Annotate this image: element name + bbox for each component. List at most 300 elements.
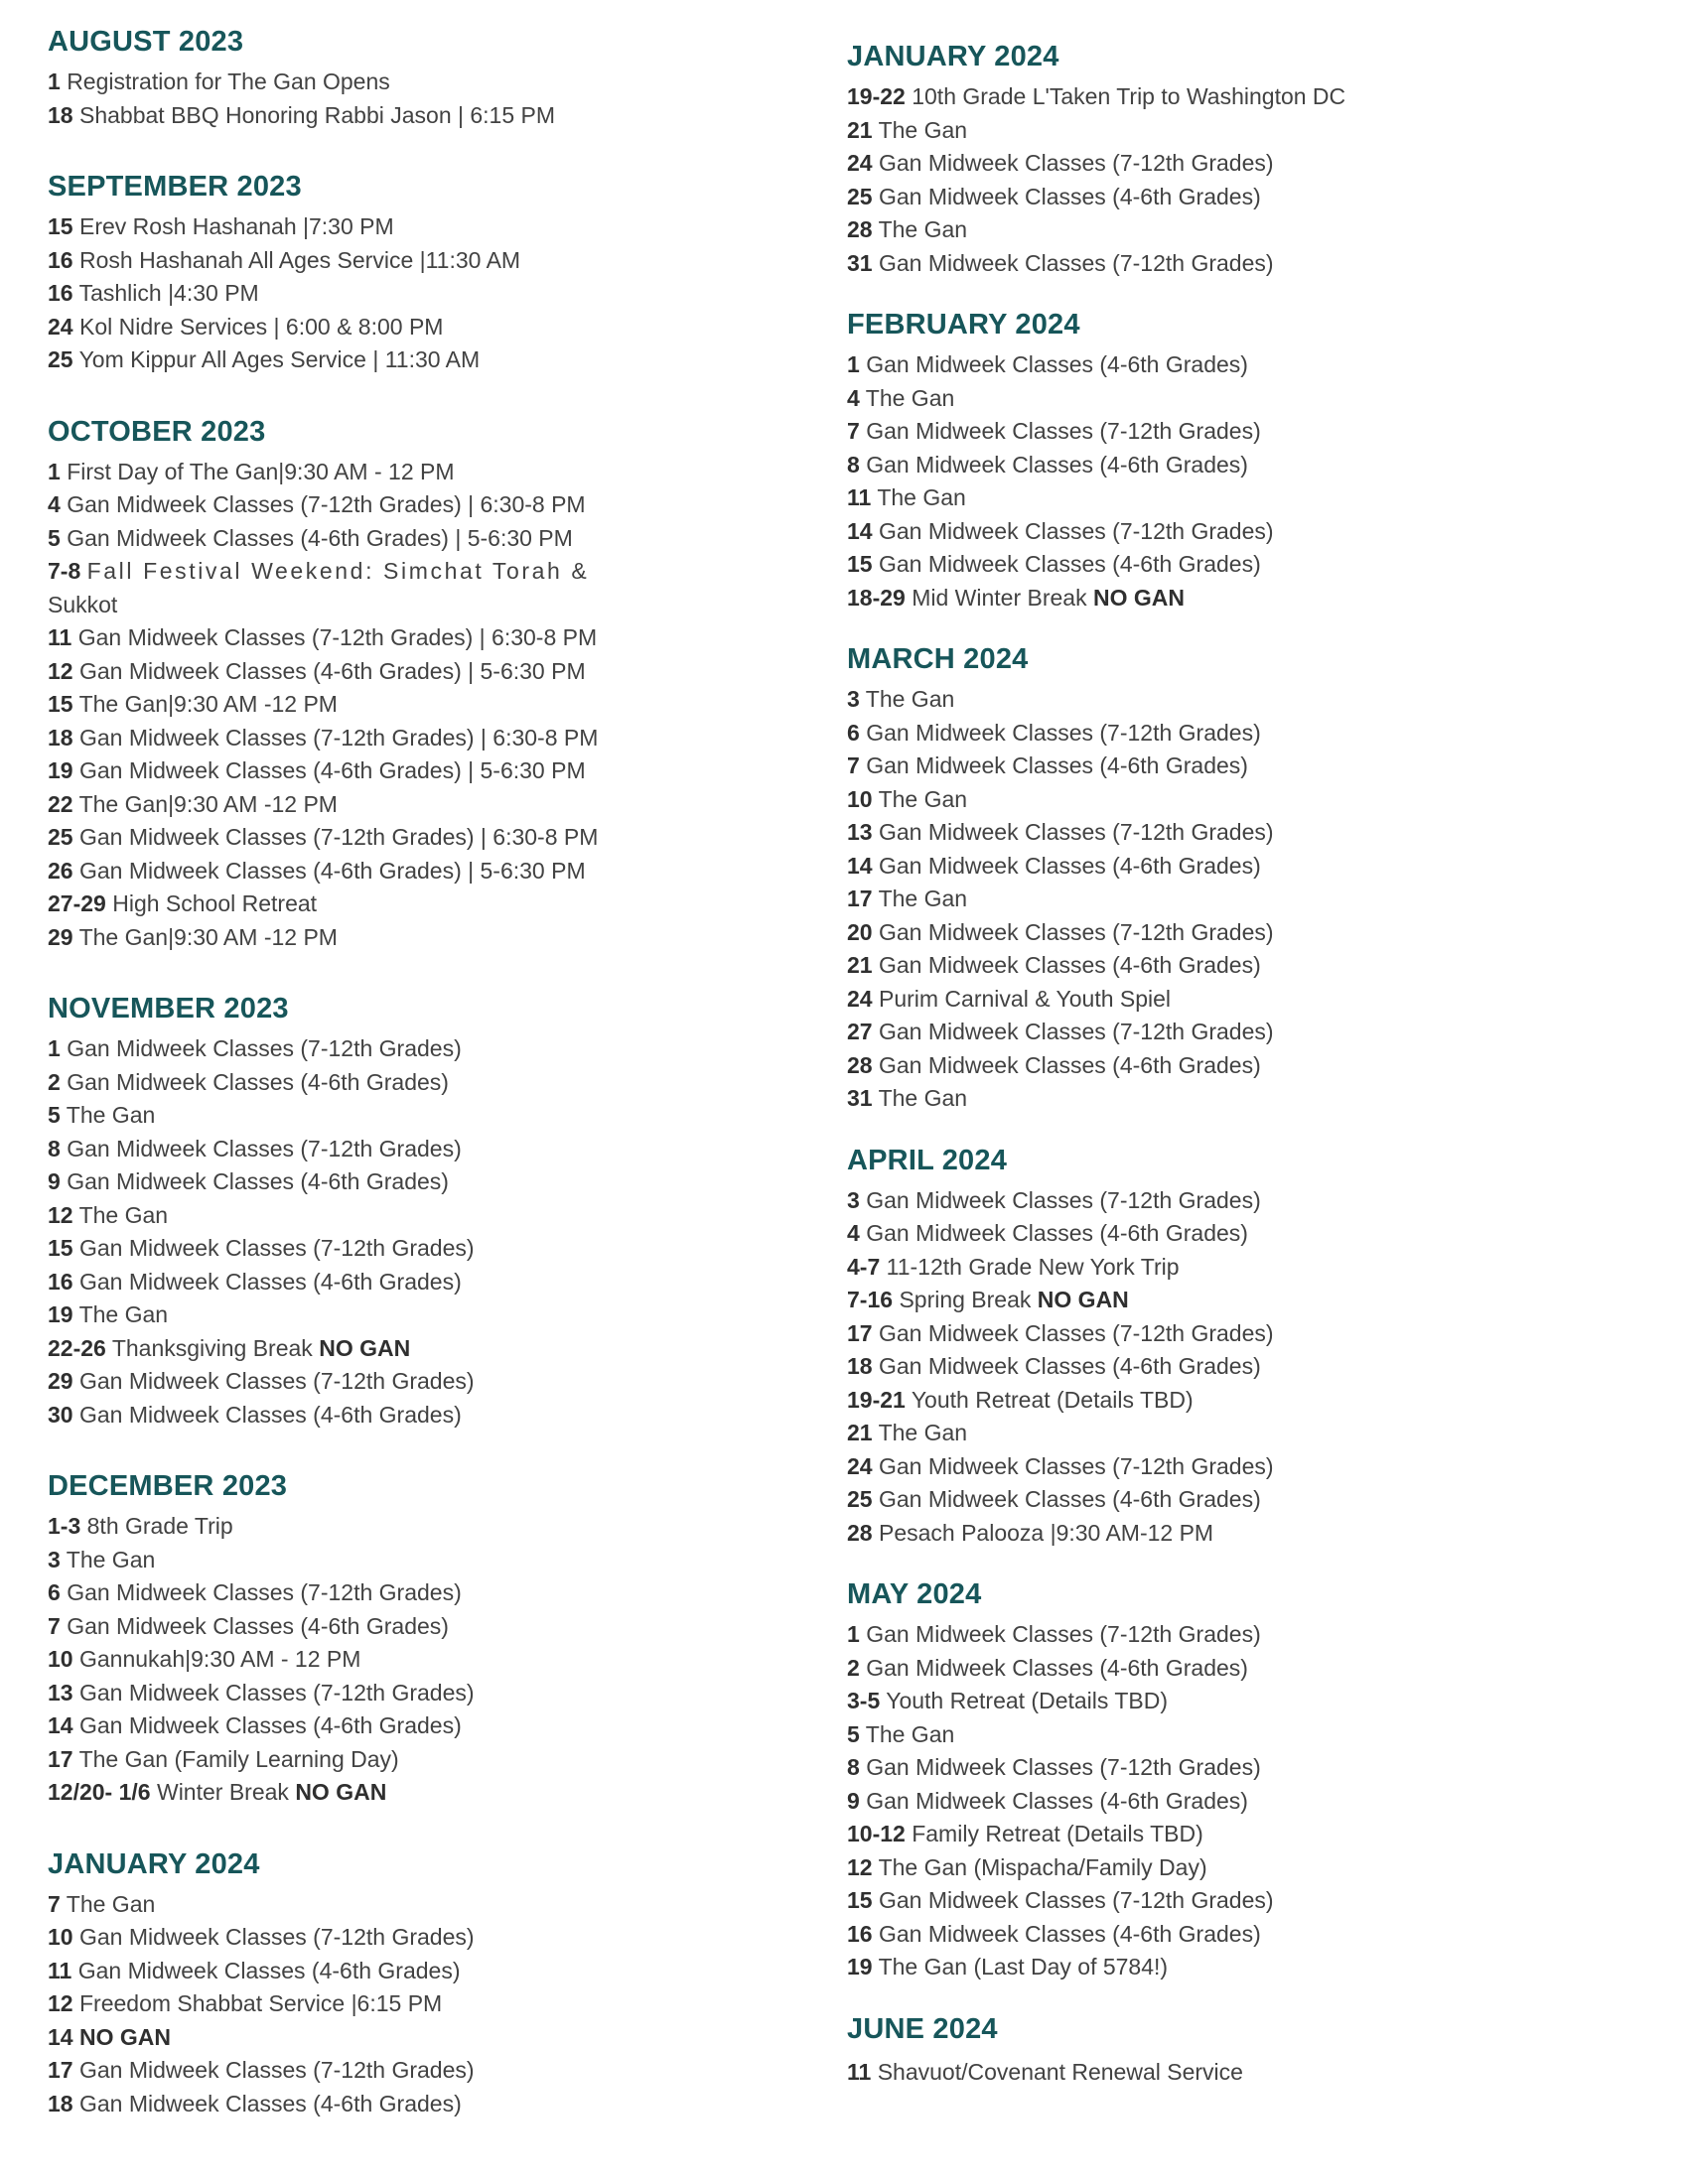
event-text: Gan Midweek Classes (4-6th Grades) — [78, 1401, 462, 1428]
event-line — [847, 1016, 1482, 1049]
event-line — [48, 1099, 683, 1133]
event-date: 3 — [48, 1546, 61, 1572]
event-date: 13 — [48, 1679, 73, 1706]
event-line — [48, 722, 683, 755]
event-line — [48, 1921, 683, 1955]
event-text: Gan Midweek Classes (7-12th Grades) — [878, 1452, 1274, 1479]
event-line — [847, 1417, 1482, 1450]
event-date: 2 — [48, 1068, 61, 1095]
event-text: The Gan — [878, 886, 968, 911]
event-line — [847, 1884, 1482, 1918]
event-text: Gan Midweek Classes (4-6th Grades) — [866, 351, 1248, 377]
event-date: 8 — [847, 1754, 860, 1780]
event-line — [48, 1776, 683, 1810]
event-text: Shavuot/Covenant Renewal Service — [877, 2058, 1243, 2085]
event-date: 31 — [847, 249, 873, 276]
month-section — [847, 308, 1482, 614]
event-no-gan-label: NO GAN — [319, 1334, 411, 1361]
event-text: Gan Midweek Classes (7-12th Grades) — [878, 819, 1274, 845]
event-line — [48, 99, 683, 133]
event-text: Mid Winter Break — [912, 584, 1087, 611]
column-left — [48, 25, 683, 2120]
month-heading: NOVEMBER 2023 — [48, 993, 289, 1024]
event-line — [847, 1217, 1482, 1251]
month-section — [847, 642, 1482, 1116]
event-text: Gan Midweek Classes (4-6th Grades) — [67, 1168, 449, 1194]
event-text: Gan Midweek Classes (7-12th Grades) | 6:30-8 PM — [77, 624, 598, 650]
event-text: Gan Midweek Classes (4-6th Grades) — [878, 551, 1261, 577]
month-heading: MAY 2024 — [847, 1578, 982, 1610]
event-date: 25 — [847, 183, 873, 209]
event-text: Youth Retreat (Details TBD) — [911, 1386, 1194, 1413]
event-text: The Gan — [877, 484, 966, 510]
event-text: The Gan — [78, 1301, 169, 1327]
event-date: 7-16 — [847, 1287, 894, 1312]
event-date: 11 — [48, 624, 72, 650]
event-date: 16 — [847, 1920, 873, 1947]
event-text: Thanksgiving Break — [111, 1334, 313, 1361]
month-heading: MARCH 2024 — [847, 643, 1029, 675]
event-text: Gan Midweek Classes (7-12th Grades) — [866, 1621, 1261, 1647]
event-text: Gan Midweek Classes (4-6th Grades) — [866, 1220, 1248, 1246]
event-text: Gan Midweek Classes (7-12th Grades) — [78, 1924, 475, 1950]
event-date: 15 — [48, 213, 73, 239]
event-text: Gan Midweek Classes (7-12th Grades) — [78, 1368, 475, 1394]
event-text: Fall Festival Weekend: Simchat Torah & — [86, 558, 590, 584]
event-text: Gan Midweek Classes (7-12th Grades) — [878, 517, 1274, 544]
event-line — [847, 816, 1482, 850]
event-text: Gan Midweek Classes (4-6th Grades) | 5-6:30 PM — [78, 857, 586, 884]
event-date: 18 — [847, 1353, 873, 1379]
event-line — [847, 1450, 1482, 1484]
event-date: 14 — [847, 852, 873, 879]
event-date: 12 — [48, 1201, 73, 1228]
event-text: The Gan — [78, 1201, 169, 1228]
event-line — [48, 754, 683, 788]
event-line — [48, 1032, 683, 1066]
event-text: First Day of The Gan|9:30 AM - 12 PM — [67, 458, 455, 484]
event-text: Gan Midweek Classes (4-6th Grades) — [67, 1612, 449, 1639]
event-text: Gan Midweek Classes (7-12th Grades) — [78, 1679, 475, 1706]
event-line — [847, 1317, 1482, 1351]
event-text: Registration for The Gan Opens — [67, 68, 390, 94]
event-date: 10 — [847, 785, 873, 812]
event-line — [48, 1066, 683, 1100]
event-date: 1 — [847, 1621, 860, 1647]
event-line — [847, 449, 1482, 482]
event-text: Gan Midweek Classes (7-12th Grades) — [878, 1887, 1274, 1913]
event-text: Gan Midweek Classes (4-6th Grades) — [878, 852, 1261, 879]
event-date: 7 — [847, 752, 860, 778]
event-date: 29 — [48, 1368, 73, 1394]
event-date: 17 — [48, 2057, 73, 2083]
event-line — [48, 1677, 683, 1710]
event-line — [48, 343, 683, 377]
event-line — [847, 1517, 1482, 1551]
event-date: 9 — [48, 1168, 61, 1194]
event-line — [847, 1851, 1482, 1885]
event-line — [48, 2021, 683, 2055]
event-line — [847, 515, 1482, 549]
event-date: 24 — [847, 1452, 873, 1479]
event-date: 21 — [847, 952, 873, 978]
event-date: 8 — [847, 451, 860, 478]
event-date: 4 — [847, 384, 860, 411]
event-line — [48, 244, 683, 278]
event-text: The Gan — [865, 1720, 955, 1747]
event-date: 15 — [847, 551, 873, 577]
event-text: Gan Midweek Classes (4-6th Grades) — [878, 1920, 1261, 1947]
event-line — [48, 1199, 683, 1233]
event-date: 1-3 — [48, 1513, 81, 1539]
event-line — [48, 1266, 683, 1299]
event-text: Gan Midweek Classes (7-12th Grades) — [67, 1579, 462, 1605]
event-text: Kol Nidre Services | 6:00 & 8:00 PM — [78, 313, 444, 340]
month-heading: DECEMBER 2023 — [48, 1470, 288, 1502]
event-date: 22-26 — [48, 1334, 106, 1361]
event-line — [847, 415, 1482, 449]
event-date: 7 — [48, 1612, 61, 1639]
event-line — [847, 916, 1482, 950]
event-date: 11 — [48, 1957, 72, 1983]
event-text: 8th Grade Trip — [86, 1513, 233, 1539]
event-date: 14 — [847, 517, 873, 544]
event-date: 29 — [48, 923, 73, 950]
event-text: Gan Midweek Classes (7-12th Grades) — [78, 2057, 475, 2083]
event-date: 10-12 — [847, 1821, 906, 1846]
event-line — [847, 683, 1482, 717]
event-date: 27 — [847, 1019, 873, 1044]
event-line — [847, 247, 1482, 281]
month-heading: JUNE 2024 — [847, 2012, 998, 2045]
month-section — [48, 415, 683, 955]
event-line — [847, 481, 1482, 515]
event-date: 18 — [48, 724, 73, 751]
event-line — [48, 1576, 683, 1610]
event-date: 31 — [847, 1085, 873, 1111]
event-text: Gan Midweek Classes (7-12th Grades) — [866, 1754, 1261, 1780]
event-date: 12/20- 1/6 — [48, 1779, 151, 1805]
event-date: 2 — [847, 1654, 860, 1681]
event-date: 30 — [48, 1401, 73, 1428]
event-line — [48, 1955, 683, 1988]
event-line — [847, 181, 1482, 214]
event-line — [847, 348, 1482, 382]
event-date: 18 — [48, 2090, 73, 2116]
event-line — [48, 456, 683, 489]
event-line — [48, 1610, 683, 1644]
event-date: 24 — [847, 150, 873, 176]
event-date: 12 — [847, 1853, 873, 1880]
event-text: Shabbat BBQ Honoring Rabbi Jason | 6:15 PM — [78, 101, 556, 128]
event-text: Gan Midweek Classes (4-6th Grades) — [77, 1957, 461, 1983]
event-line — [48, 688, 683, 722]
month-section — [847, 2012, 1482, 2090]
month-section — [847, 1577, 1482, 1984]
event-text: The Gan — [865, 384, 955, 411]
month-section — [48, 170, 683, 377]
event-text: Gan Midweek Classes (4-6th Grades) — [878, 1353, 1261, 1379]
event-date: 1 — [847, 351, 860, 377]
month-heading: FEBRUARY 2024 — [847, 309, 1080, 341]
event-date: 16 — [48, 280, 73, 306]
event-date: 4 — [847, 1220, 860, 1246]
column-right — [847, 40, 1482, 2089]
event-date: 17 — [847, 886, 873, 911]
month-heading: SEPTEMBER 2023 — [48, 171, 302, 203]
event-text: Gan Midweek Classes (7-12th Grades) — [878, 249, 1274, 276]
event-text: Gan Midweek Classes (4-6th Grades) — [878, 1051, 1261, 1078]
event-date: 24 — [48, 313, 73, 340]
event-date: 6 — [847, 719, 860, 746]
month-heading: OCTOBER 2023 — [48, 415, 266, 448]
event-line — [847, 1184, 1482, 1218]
event-date: 4 — [48, 491, 61, 517]
event-line — [48, 1332, 683, 1366]
event-line — [847, 1082, 1482, 1116]
event-line — [48, 887, 683, 921]
event-date: 25 — [847, 1486, 873, 1512]
month-section — [48, 25, 683, 132]
event-text: The Gan — [878, 216, 968, 242]
event-date: 25 — [48, 346, 73, 372]
event-date: 5 — [48, 524, 61, 551]
event-line — [48, 1510, 683, 1544]
event-date: 1 — [48, 458, 61, 484]
event-date: 5 — [847, 1720, 860, 1747]
event-text: Gan Midweek Classes (7-12th Grades) | 6:30-8 PM — [78, 724, 599, 751]
event-text: Gan Midweek Classes (4-6th Grades) — [866, 752, 1248, 778]
event-date: 16 — [48, 246, 73, 273]
event-line — [847, 582, 1482, 615]
event-date: 28 — [847, 1519, 873, 1546]
event-no-gan-label: NO GAN — [1092, 584, 1185, 611]
event-date: 25 — [48, 824, 73, 850]
event-date: 7 — [48, 1890, 61, 1917]
event-line — [48, 1399, 683, 1433]
month-heading: APRIL 2024 — [847, 1144, 1008, 1176]
event-date: 14 — [48, 2023, 73, 2050]
event-line — [48, 1365, 683, 1399]
event-date: 15 — [48, 691, 73, 717]
event-line — [847, 213, 1482, 247]
event-line — [48, 1643, 683, 1677]
event-date: 19-21 — [847, 1386, 906, 1413]
event-no-gan-label: NO GAN — [295, 1779, 387, 1805]
event-date: 24 — [847, 985, 873, 1012]
event-date: 11 — [847, 2058, 872, 2085]
event-text: Gan Midweek Classes (7-12th Grades) — [866, 719, 1261, 746]
event-text: Winter Break — [156, 1779, 289, 1805]
event-line — [847, 147, 1482, 181]
event-line — [847, 1284, 1482, 1317]
event-date: 19 — [48, 757, 73, 783]
event-line — [847, 382, 1482, 416]
event-line — [48, 1888, 683, 1922]
event-line — [847, 783, 1482, 817]
event-text: The Gan — [66, 1546, 156, 1572]
event-date: 18-29 — [847, 584, 906, 611]
event-date: 13 — [847, 819, 873, 845]
month-section — [48, 1847, 683, 2121]
event-line — [48, 655, 683, 689]
event-date: 15 — [847, 1887, 873, 1913]
event-text: Gan Midweek Classes (4-6th Grades) — [78, 1712, 462, 1738]
event-text: Gan Midweek Classes (7-12th Grades) — [866, 418, 1261, 444]
event-line — [847, 750, 1482, 783]
event-line — [847, 2056, 1482, 2090]
event-text: Gan Midweek Classes (4-6th Grades) — [866, 451, 1248, 478]
event-date: 19 — [847, 1954, 873, 1979]
event-text: The Gan|9:30 AM -12 PM — [78, 790, 338, 817]
event-line — [847, 1483, 1482, 1517]
event-line — [48, 821, 683, 855]
event-text: The Gan (Mispacha/Family Day) — [878, 1853, 1207, 1880]
event-text: Rosh Hashanah All Ages Service |11:30 AM — [78, 246, 521, 273]
event-line — [847, 548, 1482, 582]
event-text: Gan Midweek Classes (7-12th Grades) | 6:30-8 PM — [67, 491, 586, 517]
event-date: 12 — [48, 657, 73, 684]
event-text: The Gan — [865, 686, 955, 712]
event-line — [847, 949, 1482, 983]
event-text: The Gan — [878, 1420, 968, 1445]
event-line — [847, 1251, 1482, 1285]
event-line — [847, 1350, 1482, 1384]
event-date: 19 — [48, 1301, 73, 1327]
event-line — [48, 555, 683, 621]
event-text: Gan Midweek Classes (7-12th Grades) — [878, 918, 1274, 945]
event-text: Gan Midweek Classes (7-12th Grades) — [67, 1035, 462, 1061]
event-line — [847, 850, 1482, 884]
event-line — [847, 1049, 1482, 1083]
month-section — [48, 1469, 683, 1810]
event-date: 3 — [847, 686, 860, 712]
event-line — [847, 717, 1482, 751]
event-date: 17 — [847, 1319, 873, 1346]
month-section — [847, 1144, 1482, 1551]
event-text-continued: Sukkot — [48, 591, 118, 617]
event-line — [48, 1987, 683, 2021]
event-date: 27-29 — [48, 890, 106, 916]
event-line — [847, 1652, 1482, 1686]
event-text: Gan Midweek Classes (7-12th Grades) — [67, 1135, 462, 1161]
event-date: 18 — [48, 101, 73, 128]
event-text: Gan Midweek Classes (4-6th Grades) — [878, 183, 1261, 209]
event-line — [48, 210, 683, 244]
event-text: The Gan (Family Learning Day) — [78, 1745, 399, 1772]
event-text: The Gan|9:30 AM -12 PM — [78, 691, 338, 717]
event-line — [48, 277, 683, 311]
event-date: 14 — [48, 1712, 73, 1738]
event-text: Gan Midweek Classes (4-6th Grades) | 5-6:30 PM — [78, 757, 586, 783]
event-text: Pesach Palooza |9:30 AM-12 PM — [878, 1519, 1214, 1546]
event-line — [847, 1818, 1482, 1851]
month-section — [48, 992, 683, 1432]
event-date: 8 — [48, 1135, 61, 1161]
event-date: 1 — [48, 68, 61, 94]
month-section — [847, 40, 1482, 280]
event-line — [48, 2088, 683, 2121]
event-date: 20 — [847, 918, 873, 945]
event-date: 10 — [48, 1924, 73, 1950]
event-line — [847, 983, 1482, 1017]
event-text: The Gan — [878, 1085, 968, 1111]
event-line — [847, 1718, 1482, 1752]
event-line — [847, 1384, 1482, 1418]
event-text: Gan Midweek Classes (4-6th Grades) — [67, 1068, 449, 1095]
event-text: The Gan — [66, 1102, 156, 1128]
event-date: 21 — [847, 1420, 873, 1445]
event-text: Tashlich |4:30 PM — [78, 280, 259, 306]
event-text: Erev Rosh Hashanah |7:30 PM — [78, 213, 394, 239]
event-line — [847, 883, 1482, 916]
event-line — [48, 855, 683, 888]
event-text: Gan Midweek Classes (7-12th Grades) — [878, 150, 1274, 176]
event-text: Spring Break — [899, 1287, 1032, 1312]
event-text: The Gan — [878, 116, 968, 143]
event-date: 19-22 — [847, 83, 906, 109]
event-line — [48, 2054, 683, 2088]
event-date: 9 — [847, 1787, 860, 1814]
event-text: Gan Midweek Classes (4-6th Grades) — [878, 952, 1261, 978]
event-text: Gan Midweek Classes (4-6th Grades) — [866, 1654, 1248, 1681]
event-text: The Gan — [66, 1890, 156, 1917]
event-text: The Gan (Last Day of 5784!) — [878, 1954, 1169, 1979]
event-date: 7-8 — [48, 558, 81, 584]
event-date: 5 — [48, 1102, 61, 1128]
event-line — [847, 114, 1482, 148]
event-text: High School Retreat — [112, 890, 318, 916]
event-text: The Gan|9:30 AM -12 PM — [78, 923, 338, 950]
event-line — [847, 1751, 1482, 1785]
event-text: Gan Midweek Classes (7-12th Grades) — [866, 1186, 1261, 1213]
event-no-gan-label: NO GAN — [78, 2023, 171, 2050]
event-date: 12 — [48, 1990, 73, 2016]
event-text: Gan Midweek Classes (4-6th Grades) — [78, 1268, 462, 1295]
event-line — [48, 788, 683, 822]
event-line — [847, 1785, 1482, 1819]
event-text: Gan Midweek Classes (7-12th Grades) — [78, 1235, 475, 1261]
event-line — [48, 1743, 683, 1777]
event-date: 28 — [847, 216, 873, 242]
event-text: 11-12th Grade New York Trip — [886, 1253, 1180, 1280]
month-heading: JANUARY 2024 — [847, 41, 1059, 72]
event-date: 15 — [48, 1235, 73, 1261]
event-text: Gan Midweek Classes (4-6th Grades) — [78, 2090, 462, 2116]
event-line — [48, 921, 683, 955]
event-date: 28 — [847, 1051, 873, 1078]
event-date: 22 — [48, 790, 73, 817]
event-text: Gan Midweek Classes (4-6th Grades) — [866, 1787, 1248, 1814]
event-line — [847, 1685, 1482, 1718]
event-line — [48, 1709, 683, 1743]
event-date: 7 — [847, 418, 860, 444]
event-line — [48, 1133, 683, 1166]
event-text: Gan Midweek Classes (7-12th Grades) | 6:30-8 PM — [78, 824, 599, 850]
event-text: Youth Retreat (Details TBD) — [886, 1688, 1169, 1713]
event-date: 3 — [847, 1186, 860, 1213]
event-date: 1 — [48, 1035, 61, 1061]
event-date: 11 — [847, 484, 872, 510]
event-line — [48, 488, 683, 522]
event-date: 26 — [48, 857, 73, 884]
event-text: Family Retreat (Details TBD) — [912, 1821, 1203, 1846]
event-line — [847, 1951, 1482, 1984]
event-line — [847, 1618, 1482, 1652]
event-line — [48, 311, 683, 344]
event-text: Gan Midweek Classes (4-6th Grades) | 5-6:30 PM — [78, 657, 586, 684]
event-date: 6 — [48, 1579, 61, 1605]
